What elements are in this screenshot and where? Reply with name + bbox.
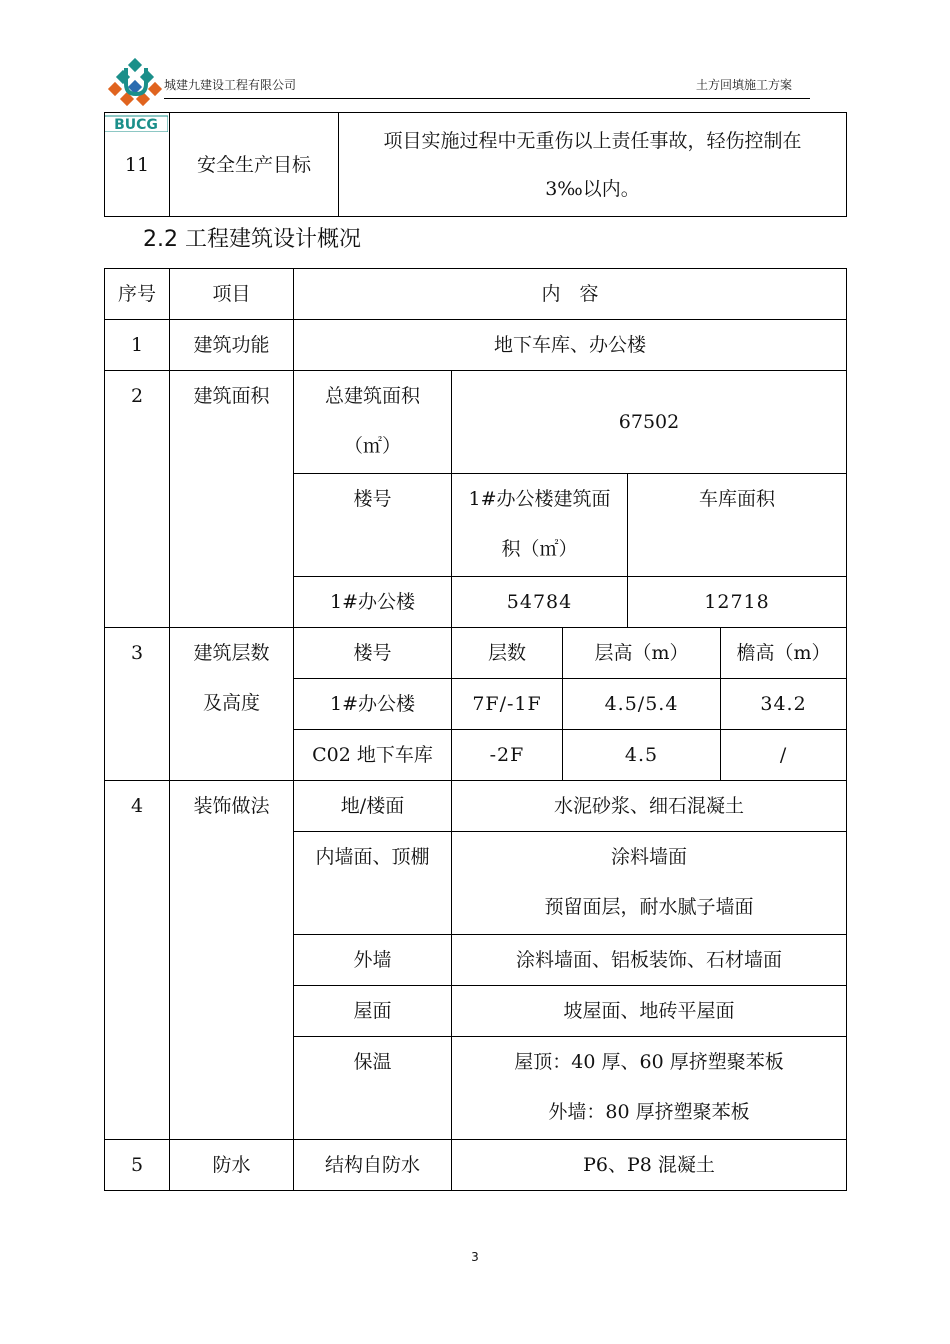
floors-value: -2F xyxy=(452,730,563,781)
row-item: 防水 xyxy=(170,1140,294,1191)
row-number: 4 xyxy=(105,781,170,1140)
table-header-row xyxy=(105,269,847,320)
label-line: 积（㎡） xyxy=(501,538,578,560)
document-title: 土方回填施工方案 xyxy=(695,78,792,92)
row-number: 2 xyxy=(105,371,170,628)
finish-label: 外墙 xyxy=(294,935,452,986)
label-line: （㎡） xyxy=(343,435,401,457)
finish-value xyxy=(452,832,847,935)
row-item: 建筑面积 xyxy=(170,371,294,628)
finish-label: 保温 xyxy=(294,1037,452,1140)
row-item xyxy=(170,628,294,781)
page-number: 3 xyxy=(471,1250,479,1264)
floors-value: 7F/-1F xyxy=(452,679,563,730)
floor-height-value: 4.5 xyxy=(563,730,721,781)
header-content: 内 容 xyxy=(294,269,847,320)
value-line: 预留面层，耐水腻子墙面 xyxy=(544,896,754,918)
row-item: 安全生产目标 xyxy=(170,113,339,217)
table-row xyxy=(105,320,847,371)
building-name: 1#办公楼 xyxy=(294,577,452,628)
label-line: 建筑层数 xyxy=(193,642,270,664)
finish-value: 坡屋面、地砖平屋面 xyxy=(452,986,847,1037)
row-number: 11 xyxy=(105,113,170,217)
row-number: 3 xyxy=(105,628,170,781)
value-line: 外墙：80 厚挤塑聚苯板 xyxy=(548,1101,750,1123)
building-name: C02 地下车库 xyxy=(294,730,452,781)
row-number: 5 xyxy=(105,1140,170,1191)
col-eave-height: 檐高（m） xyxy=(721,628,847,679)
finish-label: 内墙面、顶棚 xyxy=(294,832,452,935)
waterproof-value: P6、P8 混凝土 xyxy=(452,1140,847,1191)
table-row xyxy=(105,371,847,474)
table-row xyxy=(105,628,847,679)
building-name: 1#办公楼 xyxy=(294,679,452,730)
total-area-value: 67502 xyxy=(452,371,847,474)
row-number: 1 xyxy=(105,320,170,371)
header-item: 项目 xyxy=(170,269,294,320)
row-content xyxy=(339,113,847,217)
value-line: 屋顶：40 厚、60 厚挤塑聚苯板 xyxy=(514,1051,784,1073)
finish-label: 地/楼面 xyxy=(294,781,452,832)
row-item: 建筑功能 xyxy=(170,320,294,371)
total-area-label xyxy=(294,371,452,474)
finish-value xyxy=(452,1037,847,1140)
label-line: 1#办公楼建筑面 xyxy=(468,488,611,510)
header-rule xyxy=(164,98,810,99)
row-item: 装饰做法 xyxy=(170,781,294,1140)
company-name: 城建九建设工程有限公司 xyxy=(164,78,297,92)
header-no: 序号 xyxy=(105,269,170,320)
col-floors: 层数 xyxy=(452,628,563,679)
eave-height-value: 34.2 xyxy=(721,679,847,730)
office-area-value: 54784 xyxy=(452,577,628,628)
svg-text:BUCG: BUCG xyxy=(114,117,158,132)
label-line: 总建筑面积 xyxy=(324,385,420,407)
table-row xyxy=(105,1140,847,1191)
building-label: 楼号 xyxy=(294,474,452,577)
table-row xyxy=(105,781,847,832)
finish-label: 屋面 xyxy=(294,986,452,1037)
value-line: 涂料墙面 xyxy=(611,846,688,868)
floor-height-value: 4.5/5.4 xyxy=(563,679,721,730)
design-overview-table xyxy=(104,268,847,1191)
page-header xyxy=(104,58,810,132)
finish-value: 涂料墙面、铝板装饰、石材墙面 xyxy=(452,935,847,986)
row-content: 地下车库、办公楼 xyxy=(294,320,847,371)
garage-area-value: 12718 xyxy=(628,577,847,628)
office-area-label xyxy=(452,474,628,577)
waterproof-label: 结构自防水 xyxy=(294,1140,452,1191)
content-line: 项目实施过程中无重伤以上责任事故，轻伤控制在 xyxy=(383,129,802,152)
eave-height-value: / xyxy=(721,730,847,781)
goal-table xyxy=(104,112,847,217)
content-line: 3‰以内。 xyxy=(545,177,640,200)
finish-value: 水泥砂浆、细石混凝土 xyxy=(452,781,847,832)
label-line: 及高度 xyxy=(202,692,260,714)
col-building: 楼号 xyxy=(294,628,452,679)
garage-area-label: 车库面积 xyxy=(628,474,847,577)
table-row xyxy=(105,113,847,217)
section-heading: 2.2 工程建筑设计概况 xyxy=(143,227,361,252)
col-floor-height: 层高（m） xyxy=(563,628,721,679)
